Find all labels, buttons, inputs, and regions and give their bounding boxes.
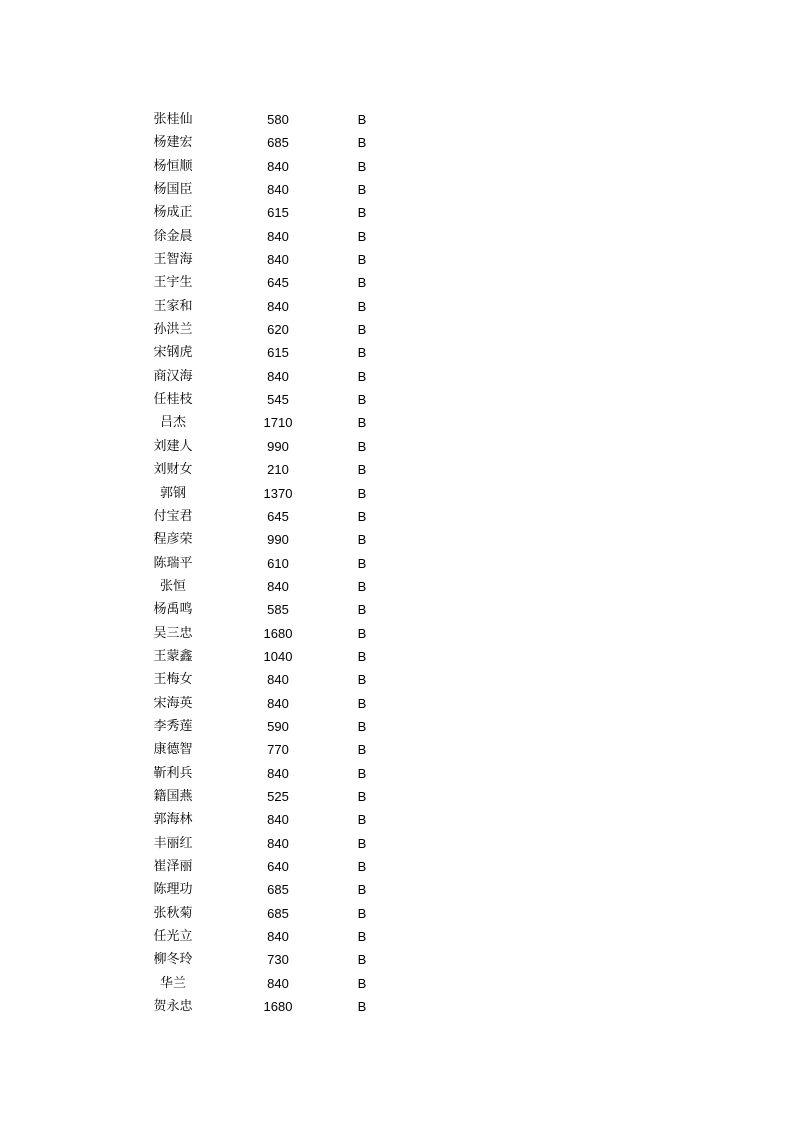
name-cell: 杨建宏 [153, 135, 193, 151]
name-cell: 王蒙鑫 [153, 648, 193, 664]
amount-cell: 840 [267, 158, 289, 174]
table-row [0, 365, 793, 388]
grade-cell: B [357, 882, 367, 898]
grade-cell: B [357, 625, 367, 641]
name-cell: 徐金晨 [153, 228, 193, 244]
amount-cell: 610 [267, 555, 289, 571]
grade-cell: B [357, 228, 367, 244]
name-cell: 华兰 [159, 975, 186, 991]
name-cell: 孙洪兰 [153, 322, 193, 338]
name-cell: 崔泽丽 [153, 859, 193, 874]
name-cell: 郭钢 [159, 485, 186, 501]
name-cell: 刘建人 [153, 438, 193, 454]
table-row [0, 645, 793, 668]
grade-cell: B [357, 508, 367, 524]
grade-cell: B [357, 999, 367, 1015]
name-cell: 丰丽红 [153, 835, 193, 851]
amount-cell: 840 [267, 835, 289, 851]
grade-cell: B [357, 718, 367, 734]
table-row [0, 271, 793, 294]
grade-cell: B [357, 648, 367, 664]
table-row [0, 692, 793, 715]
table-row [0, 341, 793, 364]
grade-cell: B [357, 182, 367, 198]
table-row [0, 925, 793, 948]
name-cell: 靳利兵 [153, 765, 193, 781]
table-row [0, 575, 793, 598]
amount-cell: 685 [267, 905, 289, 921]
name-cell: 康德智 [153, 742, 193, 758]
table-row [0, 668, 793, 691]
name-cell: 吕杰 [159, 415, 186, 431]
grade-cell: B [357, 929, 367, 945]
table-row [0, 832, 793, 855]
amount-cell: 580 [267, 112, 289, 127]
amount-cell: 685 [267, 882, 289, 898]
grade-cell: B [357, 205, 367, 221]
amount-cell: 840 [267, 812, 289, 828]
amount-cell: 1680 [263, 625, 293, 641]
table-row [0, 948, 793, 971]
grade-cell: B [357, 602, 367, 618]
name-cell: 杨禹鸣 [153, 602, 193, 618]
grade-cell: B [357, 158, 367, 174]
table-row [0, 458, 793, 481]
name-cell: 郭海林 [153, 812, 193, 828]
grade-cell: B [357, 905, 367, 921]
table-row [0, 855, 793, 878]
table-row [0, 108, 793, 131]
grade-cell: B [357, 298, 367, 314]
amount-cell: 840 [267, 298, 289, 314]
name-cell: 贺永忠 [153, 999, 193, 1015]
name-cell: 任光立 [153, 929, 193, 945]
table-row [0, 995, 793, 1018]
name-cell: 王梅女 [153, 672, 193, 688]
amount-cell: 990 [267, 532, 289, 548]
amount-cell: 1680 [263, 999, 293, 1015]
name-cell: 商汉海 [153, 368, 193, 384]
grade-cell: B [357, 788, 367, 804]
amount-cell: 840 [267, 975, 289, 991]
grade-cell: B [357, 322, 367, 338]
grade-cell: B [357, 835, 367, 851]
table-row [0, 528, 793, 551]
name-cell: 宋钢虎 [153, 345, 193, 361]
amount-cell: 645 [267, 508, 289, 524]
grade-cell: B [357, 578, 367, 594]
amount-cell: 640 [267, 859, 289, 874]
grade-cell: B [357, 252, 367, 268]
grade-cell: B [357, 275, 367, 291]
amount-cell: 990 [267, 438, 289, 454]
name-cell: 吴三忠 [153, 625, 193, 641]
amount-cell: 1040 [263, 648, 293, 664]
name-cell: 张恒 [159, 578, 186, 594]
table-row [0, 318, 793, 341]
amount-cell: 840 [267, 929, 289, 945]
amount-cell: 645 [267, 275, 289, 291]
grade-cell: B [357, 485, 367, 501]
table-row [0, 201, 793, 224]
table-row [0, 411, 793, 434]
name-cell: 宋海英 [153, 695, 193, 711]
name-cell: 付宝君 [153, 508, 193, 524]
table-row [0, 552, 793, 575]
amount-cell: 840 [267, 252, 289, 268]
grade-cell: B [357, 532, 367, 548]
name-cell: 王智海 [153, 252, 193, 268]
name-cell: 杨国臣 [153, 182, 193, 198]
grade-cell: B [357, 368, 367, 384]
amount-cell: 840 [267, 228, 289, 244]
table-row [0, 155, 793, 178]
amount-cell: 615 [267, 205, 289, 221]
amount-cell: 525 [267, 788, 289, 804]
table-row [0, 178, 793, 201]
amount-cell: 840 [267, 578, 289, 594]
name-cell: 程彦荣 [153, 532, 193, 548]
table-row [0, 738, 793, 761]
amount-cell: 1370 [263, 485, 293, 501]
amount-cell: 1710 [263, 415, 293, 431]
grade-cell: B [357, 952, 367, 968]
amount-cell: 730 [267, 952, 289, 968]
amount-cell: 840 [267, 695, 289, 711]
grade-cell: B [357, 415, 367, 431]
table-row [0, 785, 793, 808]
grade-cell: B [357, 672, 367, 688]
table-row [0, 482, 793, 505]
grade-cell: B [357, 392, 367, 408]
amount-cell: 770 [267, 742, 289, 758]
table-row [0, 762, 793, 785]
amount-cell: 590 [267, 718, 289, 734]
amount-cell: 615 [267, 345, 289, 361]
grade-cell: B [357, 812, 367, 828]
grade-cell: B [357, 345, 367, 361]
amount-cell: 840 [267, 182, 289, 198]
grade-cell: B [357, 462, 367, 478]
table-row [0, 972, 793, 995]
amount-cell: 585 [267, 602, 289, 618]
table-row [0, 248, 793, 271]
name-cell: 李秀莲 [153, 718, 193, 734]
table-row [0, 715, 793, 738]
grade-cell: B [357, 135, 367, 151]
name-cell: 王家和 [153, 298, 193, 314]
table-row [0, 435, 793, 458]
table-row [0, 131, 793, 154]
table-row [0, 622, 793, 645]
grade-cell: B [357, 438, 367, 454]
table-row [0, 808, 793, 831]
grade-cell: B [357, 765, 367, 781]
name-cell: 陈瑞平 [153, 555, 193, 571]
amount-cell: 620 [267, 322, 289, 338]
table-row [0, 295, 793, 318]
name-cell: 杨恒顺 [153, 158, 193, 174]
name-cell: 柳冬玲 [153, 952, 193, 968]
amount-cell: 840 [267, 672, 289, 688]
table-row [0, 505, 793, 528]
grade-cell: B [357, 859, 367, 874]
name-cell: 陈理功 [153, 882, 193, 898]
table-row [0, 598, 793, 621]
data-table [0, 108, 793, 1018]
grade-cell: B [357, 975, 367, 991]
name-cell: 张桂仙 [153, 112, 193, 127]
grade-cell: B [357, 742, 367, 758]
grade-cell: B [357, 555, 367, 571]
amount-cell: 840 [267, 368, 289, 384]
table-row [0, 388, 793, 411]
grade-cell: B [357, 695, 367, 711]
name-cell: 王宇生 [153, 275, 193, 291]
name-cell: 杨成正 [153, 205, 193, 221]
name-cell: 张秋菊 [153, 905, 193, 921]
table-row [0, 902, 793, 925]
amount-cell: 210 [267, 462, 289, 478]
name-cell: 籍国燕 [153, 788, 193, 804]
amount-cell: 685 [267, 135, 289, 151]
name-cell: 刘财女 [153, 462, 193, 478]
table-row [0, 225, 793, 248]
amount-cell: 840 [267, 765, 289, 781]
grade-cell: B [357, 112, 367, 127]
table-row [0, 878, 793, 901]
amount-cell: 545 [267, 392, 289, 408]
name-cell: 任桂枝 [153, 392, 193, 408]
